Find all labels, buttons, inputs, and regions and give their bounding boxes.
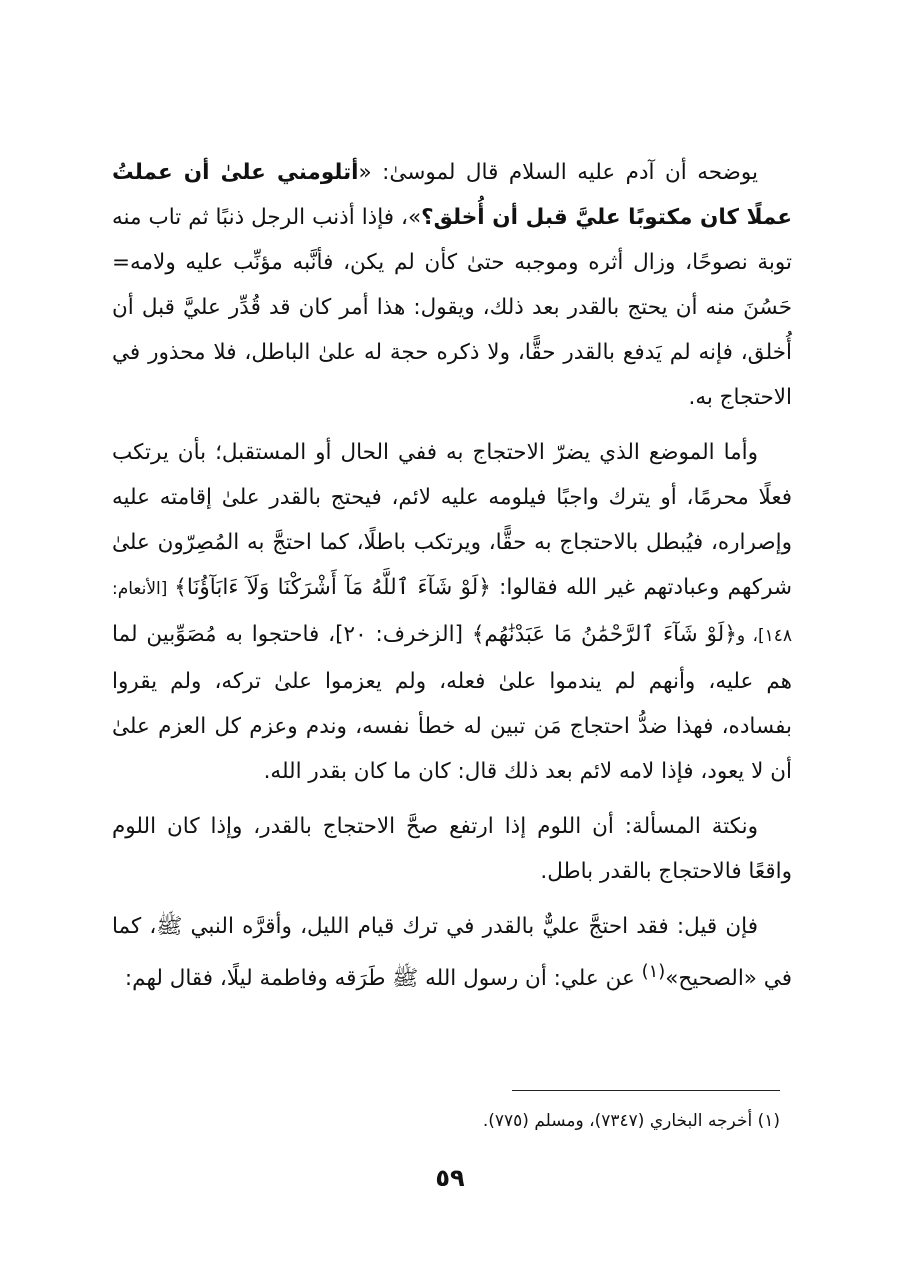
footnote: (١) أخرجه البخاري (٧٣٤٧)، ومسلم (٧٧٥). [482,1111,780,1131]
quran-verse-anam: ﴿لَوْ شَآءَ ٱللَّهُ مَآ أَشْرَكْنَا وَلَآ ءَابَآؤُنَا﴾ [174,575,491,600]
paragraph-text: »، فإذا أذنب الرجل ذنبًا ثم تاب منه توبة نصوحًا، وزال أثره وموجبه حتىٰ كأن لم يكن، فأنَّبه مؤنِّب عليه ولامه= حَسُنَ منه أن يحتج بالقدر بعد ذلك، ويقول: هذا أمر كان قد قُدِّر عليَّ قبل أن أُخلق، فإنه لم يَدفع بالقدر حقًّا، ولا ذكره حجة له علىٰ الباطل، فلا محذور في الاحتجاج به. [112,205,792,410]
paragraph-text: وأما الموضع الذي يضرّ الاحتجاج به ففي الحال أو المستقبل؛ بأن يرتكب فعلًا محرمًا، أو يترك واجبًا فيلومه عليه لائم، فيحتج بالقدر علىٰ إقامته عليه وإصراره، فيُبطل بالاحتجاج به حقًّا، ويرتكب باطلًا، كما احتجَّ به المُصِرّون علىٰ شركهم وعبادتهم غير الله فقالوا: [112,440,792,600]
paragraph-text: عن علي: أن رسول الله ﷺ طَرَقه وفاطمة ليلًا، فقال لهم: [124,966,642,992]
paragraph-crux [112,804,792,894]
quran-verse-zukhruf: ﴿لَوْ شَآءَ ٱلرَّحْمَٰنُ مَا عَبَدْنَٰهُم﴾ [471,622,737,647]
paragraph-text: فإن قيل: فقد احتجَّ عليٌّ بالقدر في ترك قيام الليل، وأقرَّه النبي ﷺ، كما في «الصحيح» [112,914,792,992]
hadith-quote: أتلومني علىٰ أن عملتُ عملًا كان مكتوبًا عليَّ قبل أن أُخلق؟ [112,160,793,230]
paragraph-text: يوضحه أن آدم عليه السلام قال لموسىٰ: « [358,160,758,185]
page-number: ٥٩ [435,1164,465,1192]
verse-reference: [الأنعام: ١٤٨]، و [112,579,792,646]
footnote-divider [512,1090,780,1091]
paragraph-adam-moses [112,150,792,420]
paragraph-harmful-argument [112,430,792,794]
paragraph-objection [112,904,792,1001]
paragraph-text: ونكتة المسألة: أن اللوم إذا ارتفع صحَّ الاحتجاج بالقدر، وإذا كان اللوم واقعًا فالاحتجاج بالقدر باطل. [112,814,792,884]
paragraph-text: [الزخرف: ٢٠]، فاحتجوا به مُصَوِّبين لما هم عليه، وأنهم لم يندموا علىٰ فعله، ولم يعزموا علىٰ تركه، ولم يقروا بفساده، فهذا ضدُّ احتجاج مَن تبين له خطأ نفسه، وندم وعزم كل العزم علىٰ أن لا يعود، فإذا لامه لائم بعد ذلك قال: كان ما كان بقدر الله. [112,622,792,784]
footnote-marker[interactable]: (١) [641,961,666,982]
main-text [112,150,792,1011]
